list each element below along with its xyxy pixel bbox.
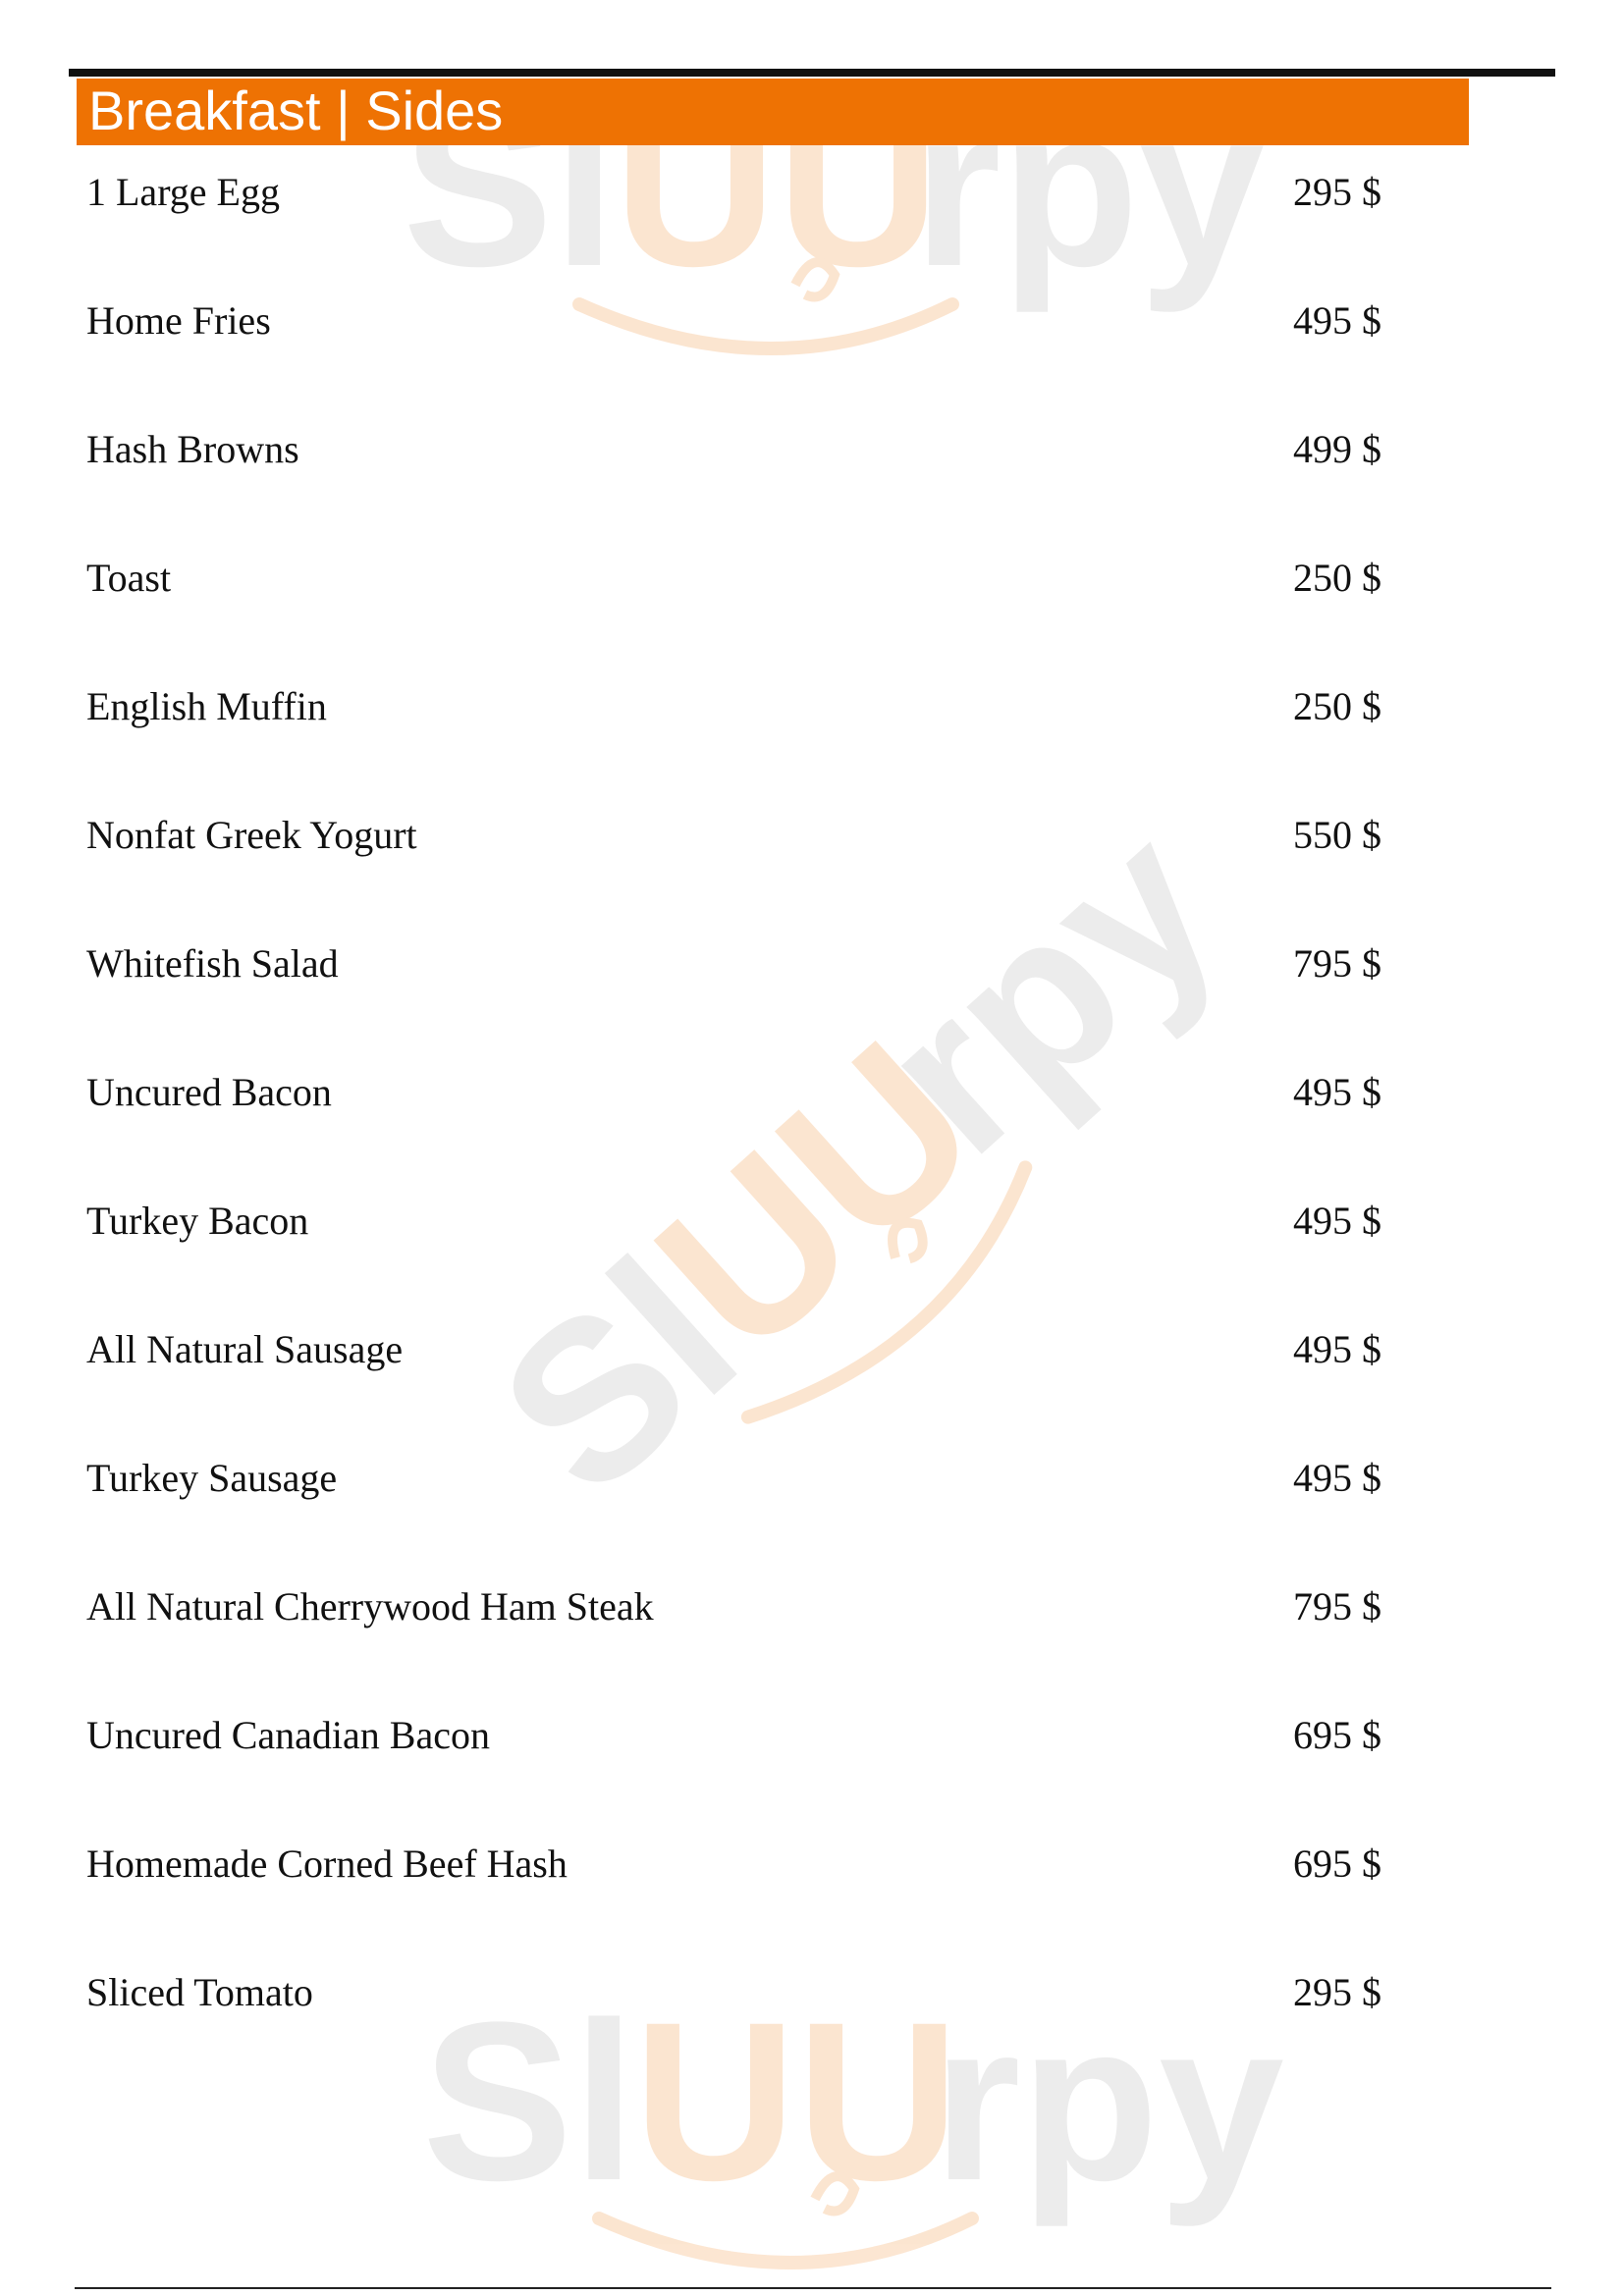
- menu-item-price: 495 $: [1293, 1456, 1381, 1500]
- menu-item-name: Turkey Bacon: [86, 1199, 309, 1243]
- section-header-bar: [77, 79, 1469, 145]
- menu-item-price: 499 $: [1293, 427, 1381, 471]
- menu-item: [86, 1969, 1441, 2098]
- menu-item: [86, 1712, 1441, 1841]
- menu-item-name: Sliced Tomato: [86, 1970, 313, 2014]
- menu-item-price: 695 $: [1293, 1713, 1381, 1757]
- menu-item-price: 250 $: [1293, 556, 1381, 600]
- svg-text:Sl: Sl: [422, 1975, 636, 2227]
- menu-item-name: English Muffin: [86, 684, 327, 728]
- section-title: Breakfast | Sides: [88, 80, 504, 141]
- menu-item-price: 295 $: [1293, 1970, 1381, 2014]
- menu-item: [86, 297, 1441, 426]
- svg-text:rpy: rpy: [833, 777, 1264, 1201]
- menu-item: [86, 1455, 1441, 1583]
- menu-item: [86, 426, 1441, 555]
- menu-item: [86, 1326, 1441, 1455]
- svg-text:rpy: rpy: [913, 61, 1265, 313]
- menu-item: [86, 1198, 1441, 1326]
- menu-item-price: 295 $: [1293, 170, 1381, 214]
- svg-text:UU: UU: [610, 994, 1022, 1401]
- menu-item: [86, 1841, 1441, 1969]
- menu-item-name: Home Fries: [86, 298, 271, 343]
- bottom-divider: [75, 2287, 1551, 2289]
- menu-item: [86, 169, 1441, 297]
- top-divider: [69, 69, 1555, 77]
- menu-item-name: Turkey Sausage: [86, 1456, 338, 1500]
- menu-item: [86, 683, 1441, 812]
- menu-item-price: 550 $: [1293, 813, 1381, 857]
- menu-item-price: 495 $: [1293, 1070, 1381, 1114]
- menu-item-name: Hash Browns: [86, 427, 299, 471]
- menu-item-name: Whitefish Salad: [86, 941, 339, 986]
- menu-item: [86, 1069, 1441, 1198]
- menu-item: [86, 812, 1441, 940]
- svg-text:Sl: Sl: [403, 61, 617, 313]
- svg-text:rpy: rpy: [933, 1975, 1284, 2227]
- menu-item-name: Homemade Corned Beef Hash: [86, 1842, 568, 1886]
- menu-item-name: Uncured Canadian Bacon: [86, 1713, 490, 1757]
- menu-item-name: Toast: [86, 556, 172, 600]
- menu-item: [86, 1583, 1441, 1712]
- menu-item-price: 795 $: [1293, 1584, 1381, 1629]
- menu-list: [86, 169, 1441, 2098]
- menu-item-price: 795 $: [1293, 941, 1381, 986]
- svg-text:UU: UU: [633, 1975, 960, 2227]
- menu-item-price: 495 $: [1293, 298, 1381, 343]
- menu-item-price: 495 $: [1293, 1327, 1381, 1371]
- svg-text:UU: UU: [614, 61, 941, 313]
- menu-item-price: 250 $: [1293, 684, 1381, 728]
- menu-item-name: Uncured Bacon: [86, 1070, 332, 1114]
- menu-item-price: 495 $: [1293, 1199, 1381, 1243]
- menu-item-name: 1 Large Egg: [86, 170, 280, 214]
- menu-item: [86, 940, 1441, 1069]
- menu-item-price: 695 $: [1293, 1842, 1381, 1886]
- menu-item-name: Nonfat Greek Yogurt: [86, 813, 417, 857]
- menu-item: [86, 555, 1441, 683]
- menu-item-name: All Natural Sausage: [86, 1327, 404, 1371]
- menu-item-name: All Natural Cherrywood Ham Steak: [86, 1584, 654, 1629]
- svg-text:Sl: Sl: [454, 1211, 782, 1542]
